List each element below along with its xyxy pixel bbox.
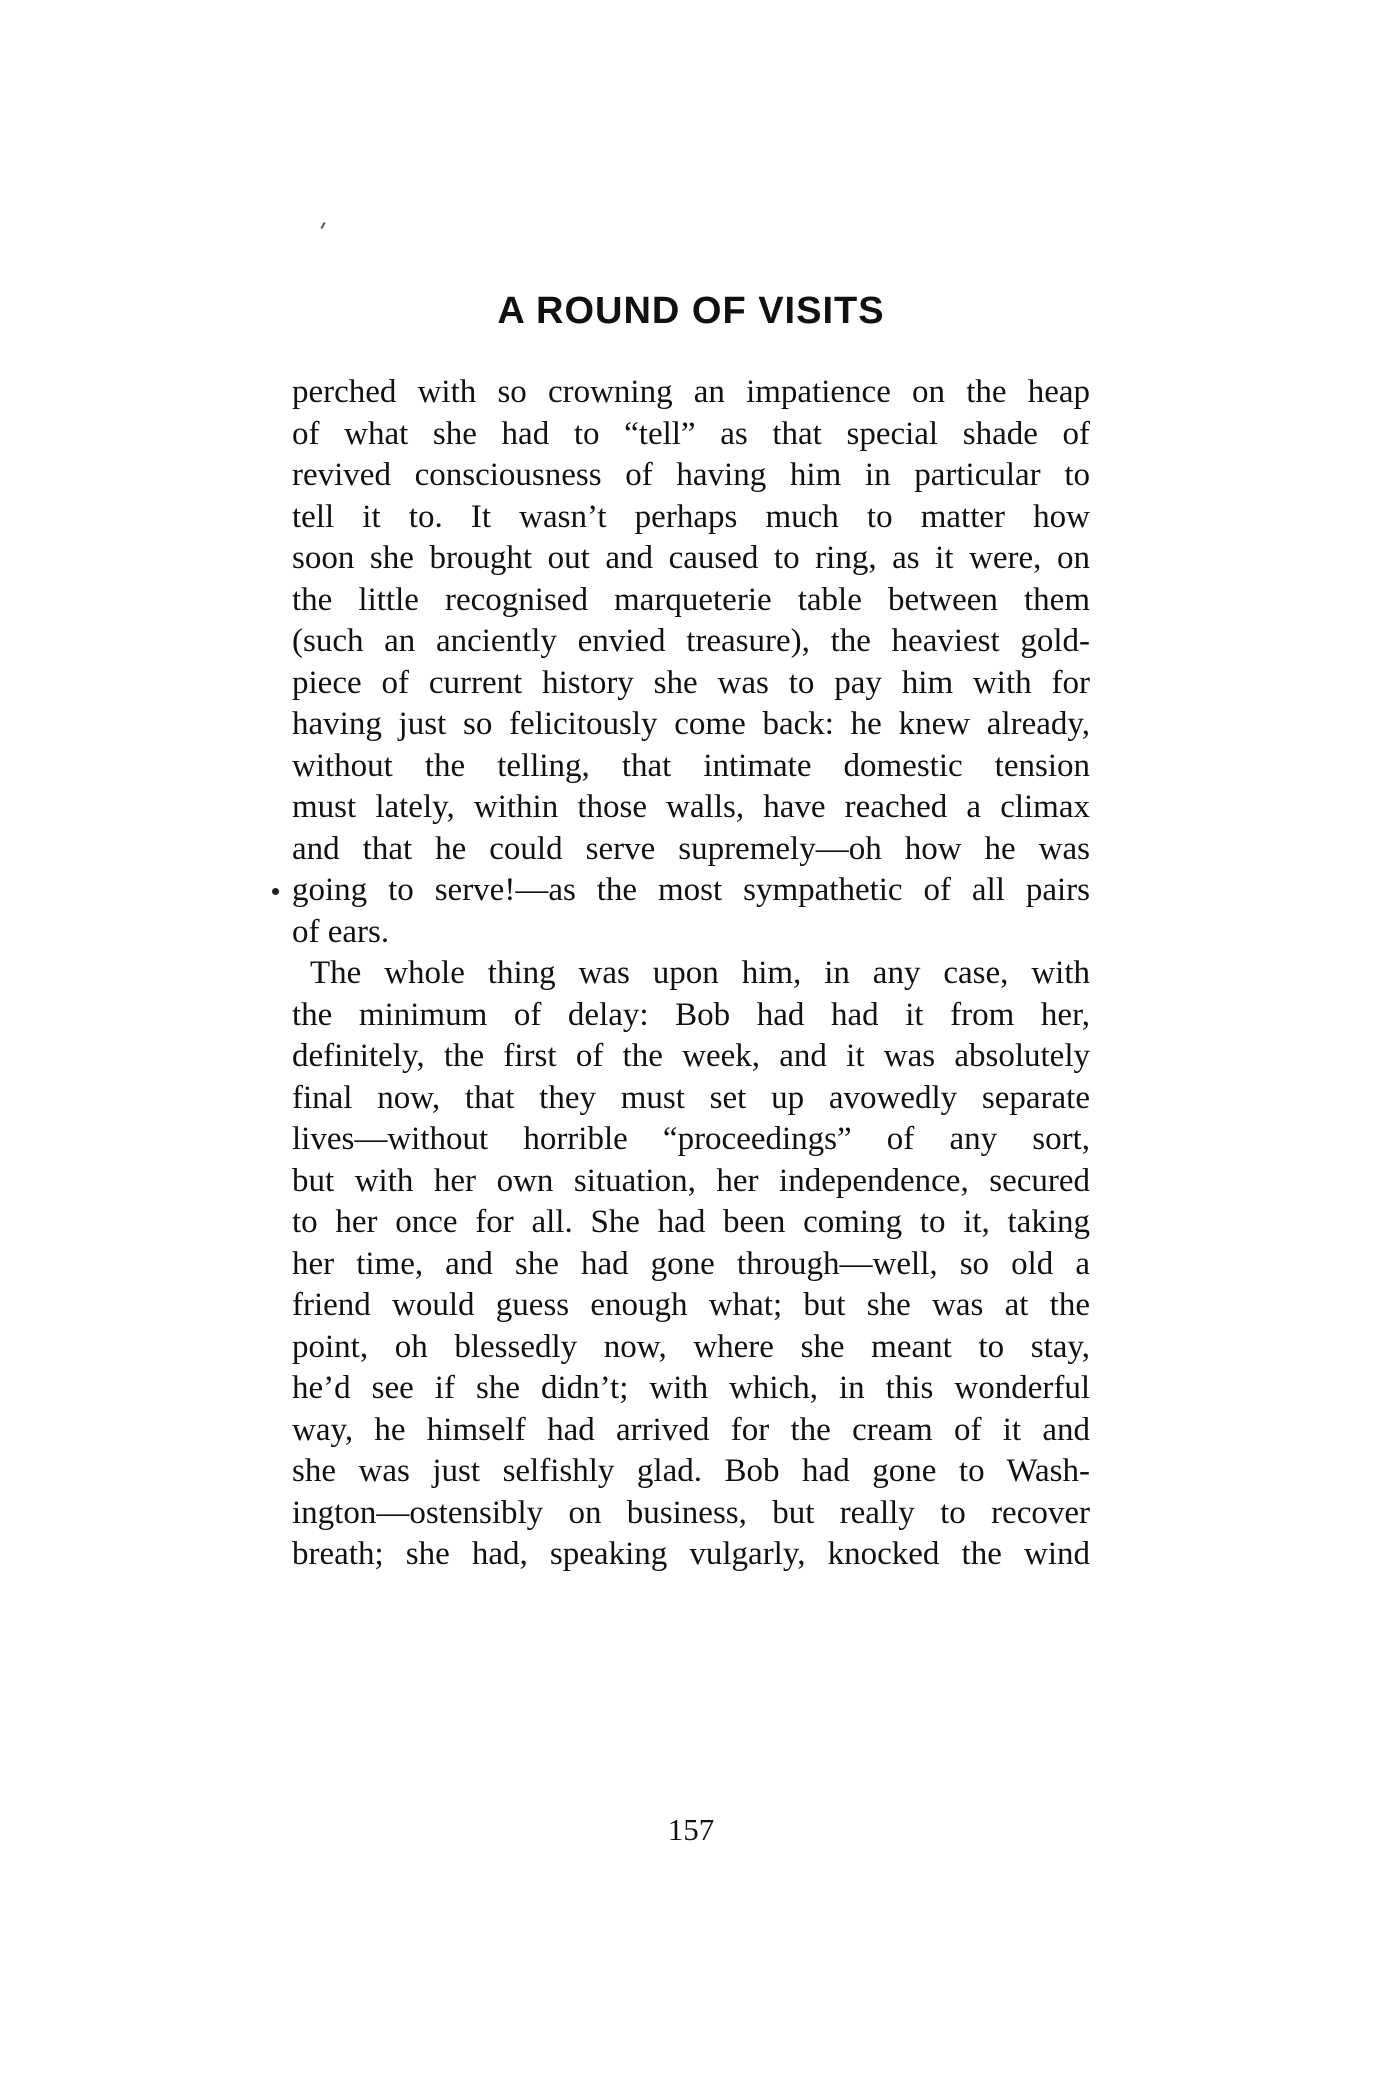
text-line: the minimum of delay: Bob had had it from her, bbox=[292, 996, 1090, 1033]
text-line: and that he could serve supremely—oh how he was bbox=[292, 830, 1090, 867]
body-text bbox=[292, 372, 1090, 1576]
text-line: ington—ostensibly on business, but really to recover bbox=[292, 1494, 1090, 1531]
text-line: lives—without horrible “proceedings” of any sort, bbox=[292, 1121, 1090, 1157]
text-line: breath; she had, speaking vulgarly, knocked the wind bbox=[292, 1536, 1090, 1572]
text-line: going to serve!—as the most sympathetic of all pairs bbox=[292, 872, 1090, 908]
text-line: having just so felicitously come back: he knew already, bbox=[292, 706, 1090, 742]
text-line: definitely, the first of the week, and it was absolutely bbox=[292, 1038, 1090, 1074]
text-line: friend would guess enough what; but she was at the bbox=[292, 1287, 1090, 1323]
paragraph-start-line: The whole thing was upon him, in any case, with bbox=[310, 955, 1090, 991]
text-line: her time, and she had gone through—well, so old a bbox=[292, 1245, 1090, 1282]
running-header: A ROUND OF VISITS bbox=[497, 290, 885, 332]
text-line: but with her own situation, her independence, secured bbox=[292, 1162, 1090, 1199]
text-line: perched with so crowning an impatience on the heap bbox=[292, 374, 1090, 410]
text-line: way, he himself had arrived for the cream of it and bbox=[292, 1411, 1090, 1448]
margin-dot-mark bbox=[272, 888, 279, 895]
text-line: point, oh blessedly now, where she meant to stay, bbox=[292, 1328, 1090, 1365]
text-line: without the telling, that intimate domestic tension bbox=[292, 747, 1090, 784]
text-line: he’d see if she didn’t; with which, in this wonderful bbox=[292, 1370, 1090, 1406]
text-line: the little recognised marqueterie table between them bbox=[292, 581, 1090, 618]
text-line: tell it to. It wasn’t perhaps much to matter how bbox=[292, 498, 1090, 535]
ink-speck-mark bbox=[320, 222, 325, 229]
text-line: she was just selfishly glad. Bob had gone to Wash- bbox=[292, 1453, 1090, 1489]
text-line: piece of current history she was to pay him with for bbox=[292, 664, 1090, 701]
text-line: revived consciousness of having him in particular to bbox=[292, 457, 1090, 493]
page-number: 157 bbox=[667, 1812, 715, 1847]
text-line: final now, that they must set up avowedly separate bbox=[292, 1079, 1090, 1116]
text-line: of what she had to “tell” as that special shade of bbox=[292, 415, 1090, 452]
text-line: must lately, within those walls, have reached a climax bbox=[292, 789, 1090, 825]
text-line: to her once for all. She had been coming to it, taking bbox=[292, 1204, 1090, 1240]
text-line: (such an anciently envied treasure), the heaviest gold- bbox=[292, 623, 1090, 659]
paragraph-end-line: of ears. bbox=[292, 913, 390, 950]
text-line: soon she brought out and caused to ring, as it were, on bbox=[292, 540, 1090, 576]
